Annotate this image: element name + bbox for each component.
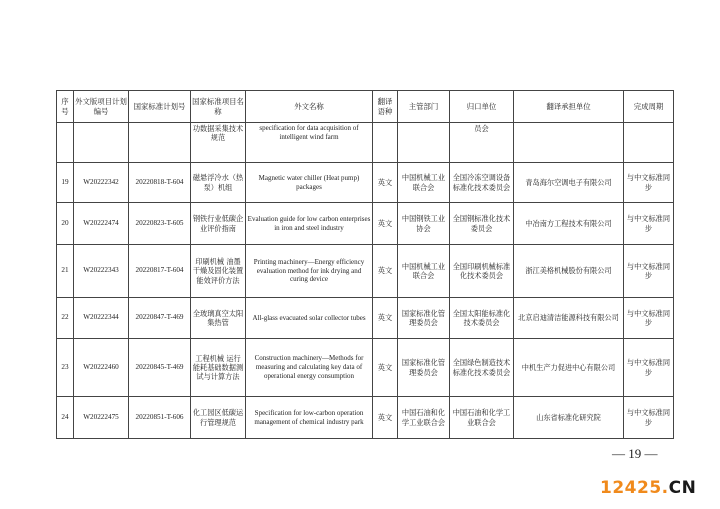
table-cell: W20222474 [74,203,129,245]
watermark-dot: . [661,478,669,498]
table-cell [74,123,129,163]
table-row [57,339,674,397]
header-cell: 国家标准计划号 [129,91,191,123]
table-cell: 英文 [373,203,398,245]
table-cell: 钢铁行业低碳企业评价指南 [191,203,246,245]
header-cell: 国家标准项目名称 [191,91,246,123]
table-row [57,203,674,245]
header-cell: 完成周期 [624,91,674,123]
table-row-continued [57,123,674,163]
table-cell: 20220817-T-604 [129,245,191,298]
table-cell: 21 [57,245,74,298]
table-cell: 24 [57,397,74,439]
table-cell: 20220845-T-469 [129,339,191,397]
table-cell: 英文 [373,298,398,339]
header-cell: 外文名称 [246,91,373,123]
table-cell: 19 [57,163,74,203]
header-cell: 外文版项目计划编号 [74,91,129,123]
table-cell: W20222343 [74,245,129,298]
table-cell [129,123,191,163]
site-watermark-logo [600,478,696,498]
table-cell: 山东省标准化研究院 [514,397,624,439]
header-cell: 序号 [57,91,74,123]
header-cell: 翻译承担单位 [514,91,624,123]
table-cell: 英文 [373,339,398,397]
table-cell: 北京启迪清洁能源科技有限公司 [514,298,624,339]
table-cell: 20220851-T-606 [129,397,191,439]
table-cell: 与中文标准同步 [624,163,674,203]
table-cell: All-glass evacuated solar collector tubes [246,298,373,339]
table-cell: 22 [57,298,74,339]
table-cell: 与中文标准同步 [624,339,674,397]
header-cell: 翻译语种 [373,91,398,123]
table-cell [57,123,74,163]
table-cell: Specification for low-carbon operation management of chemical industry park [246,397,373,439]
table-cell: 20 [57,203,74,245]
table-cell: Construction machinery—Methods for measuring and calculating key data of operational energy consumption [246,339,373,397]
page-number: — 19 — [612,446,658,461]
table-cell: 国家标准化管理委员会 [398,339,450,397]
table-cell: 中国石油和化学工业联合会 [450,397,514,439]
table-cell: 全玻璃真空太阳集热管 [191,298,246,339]
table-cell: 中国机械工业联合会 [398,245,450,298]
table-cell: 与中文标准同步 [624,245,674,298]
table-cell: W20222475 [74,397,129,439]
table-cell [514,123,624,163]
table-row [57,163,674,203]
table-row [57,397,674,439]
table-cell: 功数据采集技术规范 [191,123,246,163]
table-cell: W20222342 [74,163,129,203]
table-cell: 全国太阳能标准化技术委员会 [450,298,514,339]
standards-table [56,90,674,439]
table-cell: 浙江美格机械股份有限公司 [514,245,624,298]
table-cell: W20222460 [74,339,129,397]
table-cell [624,123,674,163]
table-cell: 与中文标准同步 [624,397,674,439]
table-cell: 中国石油和化学工业联合会 [398,397,450,439]
table-cell: 磁悬浮冷水（热泵）机组 [191,163,246,203]
table-cell: 中国机械工业联合会 [398,163,450,203]
table-cell [373,123,398,163]
table-cell: 英文 [373,397,398,439]
watermark-number: 12425 [600,478,662,498]
table-cell: 化工园区低碳运行管理规范 [191,397,246,439]
table-cell [398,123,450,163]
table-cell: 全国绿色制造技术标准化技术委员会 [450,339,514,397]
header-cell: 归口单位 [450,91,514,123]
table-cell: 国家标准化管理委员会 [398,298,450,339]
header-cell: 主管部门 [398,91,450,123]
watermark-domain: CN [668,478,697,498]
table-cell: 员会 [450,123,514,163]
table-row [57,245,674,298]
table-cell: 工程机械 运行能耗基础数据测试与计算方法 [191,339,246,397]
table-cell: Printing machinery—Energy efficiency evaluation method for ink drying and curing device [246,245,373,298]
table-cell: 全国冷冻空调设备标准化技术委员会 [450,163,514,203]
table-cell: 全国印刷机械标准化技术委员会 [450,245,514,298]
table-cell: 与中文标准同步 [624,203,674,245]
table-cell: specification for data acquisition of intelligent wind farm [246,123,373,163]
table-cell: 英文 [373,245,398,298]
table-cell: 中冶南方工程技术有限公司 [514,203,624,245]
table-cell: 与中文标准同步 [624,298,674,339]
table-cell: 20220847-T-469 [129,298,191,339]
table-row [57,298,674,339]
table-cell: 中机生产力促进中心有限公司 [514,339,624,397]
table-cell: 20220823-T-605 [129,203,191,245]
table-header-row [57,91,674,123]
table-cell: 23 [57,339,74,397]
table-cell: W20222344 [74,298,129,339]
table-cell: Evaluation guide for low carbon enterprises in iron and steel industry [246,203,373,245]
table-cell: 全国钢标准化技术委员会 [450,203,514,245]
table-cell: 英文 [373,163,398,203]
table-cell: 青岛海尔空调电子有限公司 [514,163,624,203]
table-cell: 印刷机械 油墨干燥及固化装置能效评价方法 [191,245,246,298]
table-cell: 中国钢铁工业协会 [398,203,450,245]
table-cell: 20220818-T-604 [129,163,191,203]
table-cell: Magnetic water chiller (Heat pump) packages [246,163,373,203]
